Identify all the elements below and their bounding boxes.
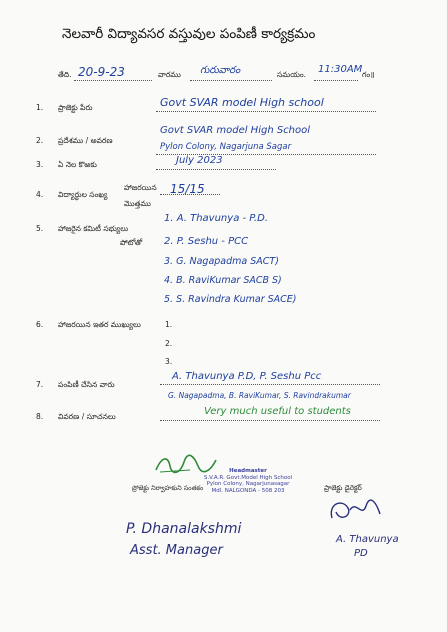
committee-member-2: 2. P. Seshu - PCC [164,236,249,247]
field-3-label: ఏ నెల కొఱకు [58,160,97,169]
date-value: 20-9-23 [78,65,125,79]
left-signature-role: Asst. Manager [130,543,223,558]
left-signature-name: P. Dhanalakshmi [126,521,242,537]
other-attendee-3: 3. [165,357,173,366]
day-value: గురువారం [200,65,241,76]
field-3-value: July 2023 [176,155,223,166]
field-4-num: 4. [36,190,44,199]
field-2-num: 2. [36,136,44,145]
field-4-label-present: హాజరయిన [124,183,157,192]
field-7-num: 7. [36,380,44,389]
field-2-line-2: Pylon Colony, Nagarjuna Sagar [160,142,292,152]
field-4-label-total: మొత్తము [124,199,151,208]
stamp-line-3: Mdl. NALGONDA - 508 203 [211,487,285,494]
committee-member-3: 3. G. Nagapadma SACT) [164,256,279,267]
distributors-line-2: G. Nagapadma, B. RaviKumar, S. Ravindrakumar [168,391,351,400]
field-6-label: హాజరయిన ఇతర ముఖ్యులు [58,320,141,329]
committee-member-1: 1. A. Thavunya - P.D. [164,213,268,224]
time-value: 11:30AM [318,64,363,75]
other-attendee-1: 1. [165,320,173,329]
pd-signature-scribble [326,496,384,526]
field-3-num: 3. [36,160,44,169]
stamp-line-1: S.V.A.R. Govt.Model High School [203,474,293,481]
pd-signature-role: PD [354,548,368,559]
field-6-num: 6. [36,320,44,329]
page-title: నెలవారీ విద్యావసర వస్తువుల పంపిణీ కార్యక్రమం [62,26,316,42]
headmaster-stamp [198,468,298,494]
pd-signature-name: A. Thavunya [336,534,399,545]
field-2-line-1: Govt SVAR model High School [160,125,311,136]
field-8-num: 8. [36,412,44,421]
field-5-label-photo: పోటోతో [120,238,143,247]
date-label: తేది. [58,70,72,79]
field-2-label: ప్రదేశము / అవరణ [58,136,113,145]
right-signature-caption: ప్రాజెక్టు డైరెక్టర్ [324,484,362,492]
field-8-label: వివరణ / సూచనలు [58,412,116,421]
field-1-num: 1. [36,103,44,112]
field-5-label: హాజరైన కమిటీ సభ్యులు [58,224,129,233]
time-label: సమయం. [277,70,307,79]
remarks-value: Very much useful to students [204,406,351,417]
other-attendee-2: 2. [165,339,173,348]
stamp-title: Headmaster [229,468,267,474]
field-1-label: ప్రాజెక్టు పేరు [58,103,93,112]
day-label: వారము [158,70,181,79]
distributors-line-1: A. Thavunya P.D, P. Seshu Pcc [172,371,322,382]
time-suffix: గం॥ [362,70,375,79]
committee-member-5: 5. S. Ravindra Kumar SACE) [164,294,297,305]
committee-member-4: 4. B. RaviKumar SACB S) [164,275,282,286]
left-signature-caption: ప్రోజెక్టు నిర్వాహకుని సంతకం [132,484,204,492]
field-7-label: పంపిణీ చేసిన వారు [58,380,115,389]
field-4-value: 15/15 [170,182,205,196]
field-4-label: విద్యార్థుల సంఖ్య [58,190,108,199]
field-1-value: Govt SVAR model High school [160,96,324,109]
field-5-num: 5. [36,224,44,233]
stamp-line-2: Pylon Colony, Nagarjunasagar [206,481,290,487]
